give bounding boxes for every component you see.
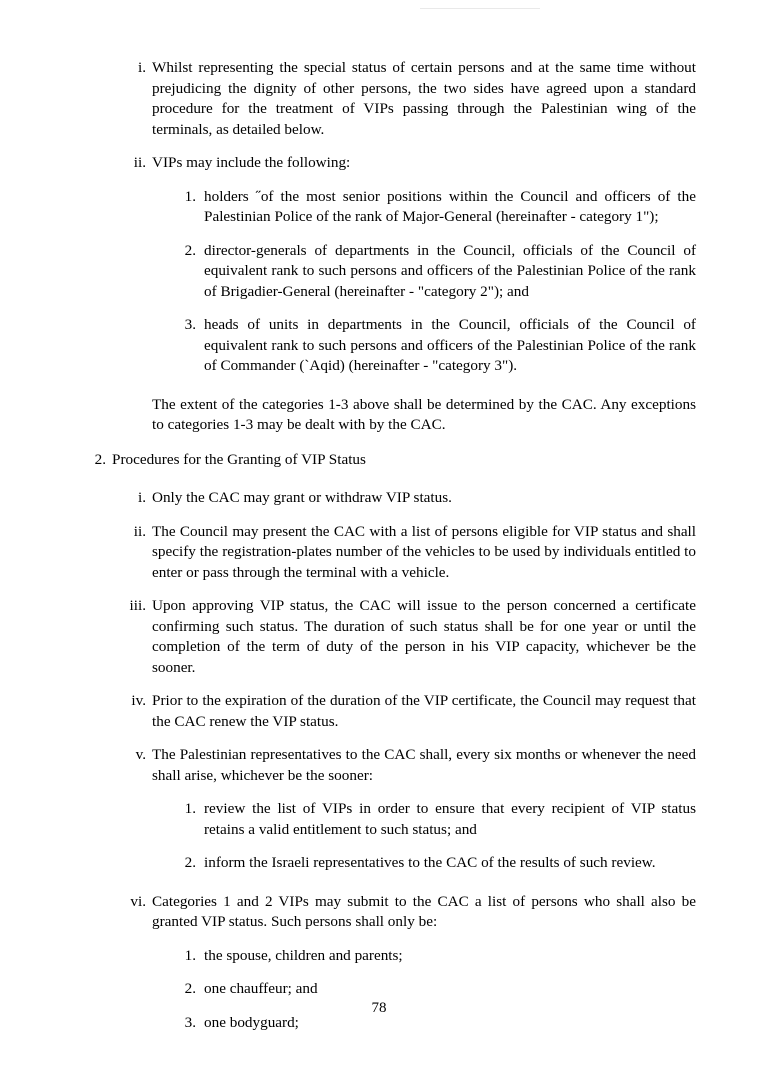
list-marker: i. <box>137 59 146 76</box>
list-item-text: one chauffeur; and <box>204 980 318 997</box>
list-marker: ii. <box>133 154 146 171</box>
list-item <box>78 892 696 933</box>
list-item <box>78 853 696 874</box>
list-item <box>78 522 696 584</box>
list-item-text: The Council may present the CAC with a list of persons eligible for VIP status and shall specify the registration-plates number of the vehicles to be used by individuals entitled to enter or pass through the terminal with a vehicle. <box>152 522 696 581</box>
list-item-text: the spouse, children and parents; <box>204 946 403 964</box>
list-marker: v. <box>135 746 146 763</box>
list-item-text: Whilst representing the special status of certain persons and at the same time without prejudicing the dignity of other persons, the two sides have agreed upon a standard procedure for the treatment of VIPs passing through the Palestinian wing of the terminals, as detailed below. <box>152 59 696 138</box>
list-marker: 2. <box>184 854 196 871</box>
list-item <box>78 315 696 377</box>
list-marker: 1. <box>184 946 196 964</box>
clause-heading-text: Procedures for the Granting of VIP Status <box>112 450 366 468</box>
scan-artifact-line <box>420 8 540 9</box>
list-item-text: director-generals of departments in the Council, officials of the Council of equivalent rank to such persons and officers of the Palestinian Police of the rank of Brigadier-General (hereinafter - "category 2"); and <box>204 241 696 300</box>
list-marker: 1. <box>184 800 196 817</box>
paragraph-extent-of-categories: The extent of the categories 1-3 above shall be determined by the CAC. Any exceptions to categories 1-3 may be dealt with by the CAC. <box>152 395 696 433</box>
clause-heading <box>78 450 696 471</box>
list-item-text: The Palestinian representatives to the CAC shall, every six months or whenever the need shall arise, whichever be the sooner: <box>152 746 696 784</box>
sub-list-group <box>78 946 696 1034</box>
list-item <box>78 241 696 303</box>
list-item-text: VIPs may include the following: <box>152 154 351 171</box>
list-marker: iv. <box>131 692 146 709</box>
list-item-text: review the list of VIPs in order to ensure that every recipient of VIP status retains a valid entitlement to such status; and <box>204 800 696 838</box>
list-marker: iii. <box>129 597 146 614</box>
list-marker: 2. <box>184 241 196 259</box>
list-marker: vi. <box>130 892 146 910</box>
list-item <box>78 58 696 140</box>
list-item <box>78 745 696 786</box>
list-marker: 3. <box>184 316 196 333</box>
list-item <box>78 488 696 509</box>
list-item <box>78 596 696 678</box>
list-item-text: Prior to the expiration of the duration of the VIP certificate, the Council may request that the CAC renew the VIP status. <box>152 692 696 730</box>
list-item <box>78 799 696 840</box>
list-marker: 1. <box>184 187 196 205</box>
list-item <box>78 946 696 967</box>
list-item-text: inform the Israeli representatives to the CAC of the results of such review. <box>204 854 656 871</box>
list-marker: ii. <box>133 522 146 540</box>
list-marker: i. <box>137 489 146 506</box>
list-item <box>78 187 696 228</box>
list-item <box>78 691 696 732</box>
list-item-text: heads of units in departments in the Council, officials of the Council of equivalent rank to such persons and officers of the Palestinian Police of the rank of Commander (`Aqid) (hereinafter - "category 3"). <box>204 316 696 374</box>
page-number: 78 <box>371 1000 387 1016</box>
document-body <box>78 58 696 1046</box>
list-item-text: one bodyguard; <box>204 1013 299 1031</box>
list-marker: 2. <box>184 980 196 997</box>
list-item-text: Upon approving VIP status, the CAC will issue to the person concerned a certificate confirming such status. The duration of such status shall be for one year or until the completion of the term of duty of the person in his VIP capacity, whichever be the sooner. <box>152 597 696 676</box>
list-marker: 2. <box>94 450 106 468</box>
list-marker: 3. <box>184 1013 196 1031</box>
list-item <box>78 979 696 1000</box>
list-item-text: holders ˝of the most senior positions within the Council and officers of the Palestinian Police of the rank of Major-General (hereinafter - category 1"); <box>204 187 696 225</box>
list-item-text: Categories 1 and 2 VIPs may submit to the CAC a list of persons who shall also be granted VIP status. Such persons shall only be: <box>152 892 696 930</box>
list-item <box>78 153 696 174</box>
list-item-text: Only the CAC may grant or withdraw VIP status. <box>152 489 452 506</box>
sub-list-group <box>78 799 696 874</box>
sub-list-group <box>78 187 696 377</box>
